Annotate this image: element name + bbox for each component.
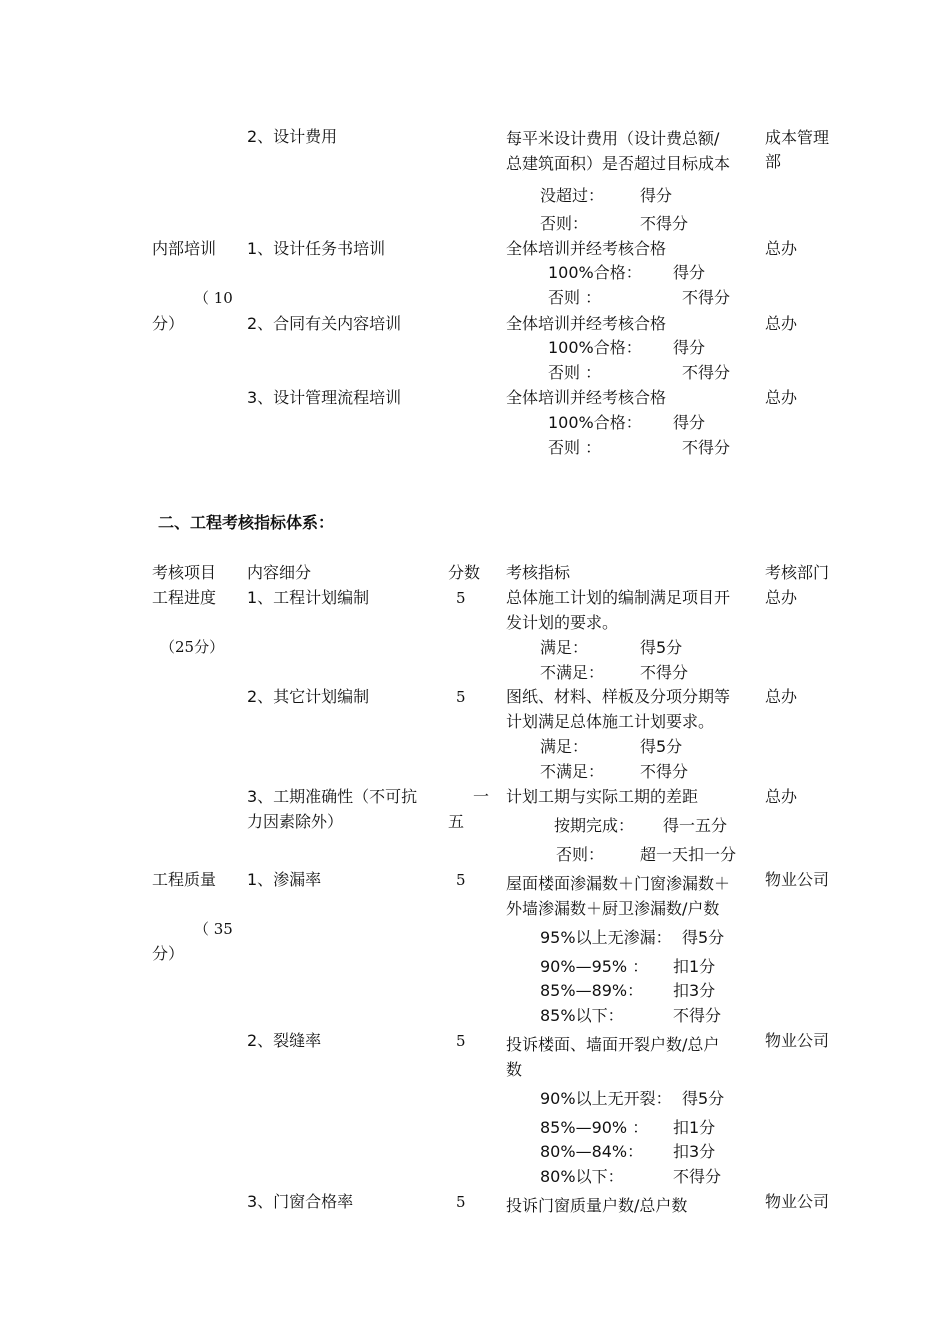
header-project: 考核项目: [152, 563, 217, 582]
schedule-indicator: 计划工期与实际工期的差距: [506, 787, 699, 806]
leakage-level-cond-2: 90%—95% ：: [540, 957, 649, 976]
leakage-level-val-1: 得5分: [682, 928, 725, 947]
leakage-indicator-line2: 外墙渗漏数＋厨卫渗漏数/户数: [506, 899, 720, 918]
window-indicator: 投诉门窗质量户数/总户数: [506, 1196, 688, 1215]
design-fee-cond2: 否则：: [540, 214, 589, 233]
plan-cond1: 满足：: [540, 638, 589, 657]
crack-level-val-2: 扣1分: [673, 1118, 716, 1137]
schedule-item-line2: 力因素除外）: [247, 812, 344, 831]
crack-level-val-1: 得5分: [682, 1089, 725, 1108]
training-cond2-2: 否则 ：: [548, 363, 602, 382]
plan-dept: 总办: [765, 588, 798, 607]
schedule-cond1: 按期完成：: [554, 816, 635, 835]
schedule-cond2: 否则：: [556, 845, 605, 864]
plan-item: 1、工程计划编制: [247, 588, 370, 607]
training-cond1-1: 100%合格：: [548, 263, 642, 282]
schedule-score-line1: 一: [473, 787, 490, 806]
crack-item: 2、裂缝率: [247, 1031, 322, 1050]
training-item-2: 2、合同有关内容培训: [247, 314, 402, 333]
leakage-level-val-4: 不得分: [673, 1006, 722, 1025]
training-item-1: 1、设计任务书培训: [247, 239, 386, 258]
training-cond1-2: 100%合格：: [548, 338, 642, 357]
header-dept: 考核部门: [765, 563, 830, 582]
design-fee-item: 2、设计费用: [247, 127, 338, 146]
leakage-level-val-2: 扣1分: [673, 957, 716, 976]
training-item-3: 3、设计管理流程培训: [247, 388, 402, 407]
design-fee-val1: 得分: [640, 186, 673, 205]
crack-score: 5: [456, 1032, 466, 1050]
header-score: 分数: [448, 563, 481, 582]
training-val1-3: 得分: [673, 413, 706, 432]
header-content: 内容细分: [247, 563, 312, 582]
leakage-level-val-3: 扣3分: [673, 981, 716, 1000]
crack-level-cond-1: 90%以上无开裂：: [540, 1089, 672, 1108]
leakage-item: 1、渗漏率: [247, 870, 322, 889]
plan-score: 5: [456, 589, 466, 607]
progress-category-line1: 工程进度: [152, 588, 217, 607]
schedule-val1: 得一五分: [663, 816, 728, 835]
schedule-score-line2: 五: [448, 812, 465, 831]
window-dept: 物业公司: [765, 1192, 830, 1211]
crack-dept: 物业公司: [765, 1031, 830, 1050]
training-category-line2: （ 10: [194, 289, 233, 307]
training-val2-1: 不得分: [682, 288, 731, 307]
training-cond2-1: 否则 ：: [548, 288, 602, 307]
crack-level-cond-2: 85%—90% ：: [540, 1118, 649, 1137]
design-fee-dept-line2: 部: [765, 152, 782, 171]
plan-indicator-line2: 发计划的要求。: [506, 613, 619, 632]
other-plan-score: 5: [456, 688, 466, 706]
crack-indicator-line1: 投诉楼面、墙面开裂户数/总户: [506, 1035, 720, 1054]
schedule-val2: 超一天扣一分: [640, 845, 737, 864]
leakage-indicator-line1: 屋面楼面渗漏数＋门窗渗漏数＋: [506, 874, 731, 893]
plan-val2: 不得分: [640, 663, 689, 682]
training-val1-2: 得分: [673, 338, 706, 357]
plan-cond2: 不满足：: [540, 663, 605, 682]
training-dept-3: 总办: [765, 388, 798, 407]
design-fee-indicator-line2: 总建筑面积）是否超过目标成本: [506, 154, 731, 173]
other-plan-val2: 不得分: [640, 762, 689, 781]
training-val2-3: 不得分: [682, 438, 731, 457]
plan-val1: 得5分: [640, 638, 683, 657]
training-dept-2: 总办: [765, 314, 798, 333]
crack-level-val-3: 扣3分: [673, 1142, 716, 1161]
schedule-item-line1: 3、工期准确性（不可抗: [247, 787, 418, 806]
plan-indicator-line1: 总体施工计划的编制满足项目开: [506, 588, 731, 607]
other-plan-cond2: 不满足：: [540, 762, 605, 781]
training-cond2-3: 否则 ：: [548, 438, 602, 457]
other-plan-item: 2、其它计划编制: [247, 687, 370, 706]
design-fee-dept-line1: 成本管理: [765, 128, 830, 147]
design-fee-cond1: 没超过：: [540, 186, 605, 205]
leakage-level-cond-1: 95%以上无渗漏：: [540, 928, 672, 947]
header-indicator: 考核指标: [506, 563, 571, 582]
training-category-line1: 内部培训: [152, 239, 217, 258]
other-plan-dept: 总办: [765, 687, 798, 706]
other-plan-indicator-line1: 图纸、材料、样板及分项分期等: [506, 687, 731, 706]
leakage-level-cond-4: 85%以下：: [540, 1006, 624, 1025]
training-category-line3: 分）: [152, 314, 185, 333]
training-indicator-3: 全体培训并经考核合格: [506, 388, 667, 407]
crack-indicator-line2: 数: [506, 1060, 523, 1079]
other-plan-val1: 得5分: [640, 737, 683, 756]
training-indicator-1: 全体培训并经考核合格: [506, 239, 667, 258]
quality-category-line2: （ 35: [194, 920, 233, 938]
other-plan-indicator-line2: 计划满足总体施工计划要求。: [506, 712, 715, 731]
design-fee-val2: 不得分: [640, 214, 689, 233]
training-indicator-2: 全体培训并经考核合格: [506, 314, 667, 333]
crack-level-cond-3: 80%—84%：: [540, 1142, 644, 1161]
schedule-dept: 总办: [765, 787, 798, 806]
window-item: 3、门窗合格率: [247, 1192, 354, 1211]
training-val1-1: 得分: [673, 263, 706, 282]
window-score: 5: [456, 1193, 466, 1211]
design-fee-indicator-line1: 每平米设计费用（设计费总额/: [506, 129, 720, 148]
crack-level-val-4: 不得分: [673, 1167, 722, 1186]
training-dept-1: 总办: [765, 239, 798, 258]
section-heading: 二、工程考核指标体系：: [158, 513, 335, 532]
training-val2-2: 不得分: [682, 363, 731, 382]
crack-level-cond-4: 80%以下：: [540, 1167, 624, 1186]
training-cond1-3: 100%合格：: [548, 413, 642, 432]
progress-category-line2: （25分）: [160, 638, 225, 656]
leakage-dept: 物业公司: [765, 870, 830, 889]
quality-category-line1: 工程质量: [152, 870, 217, 889]
quality-category-line3: 分）: [152, 944, 185, 963]
other-plan-cond1: 满足：: [540, 737, 589, 756]
leakage-score: 5: [456, 871, 466, 889]
leakage-level-cond-3: 85%—89%：: [540, 981, 644, 1000]
